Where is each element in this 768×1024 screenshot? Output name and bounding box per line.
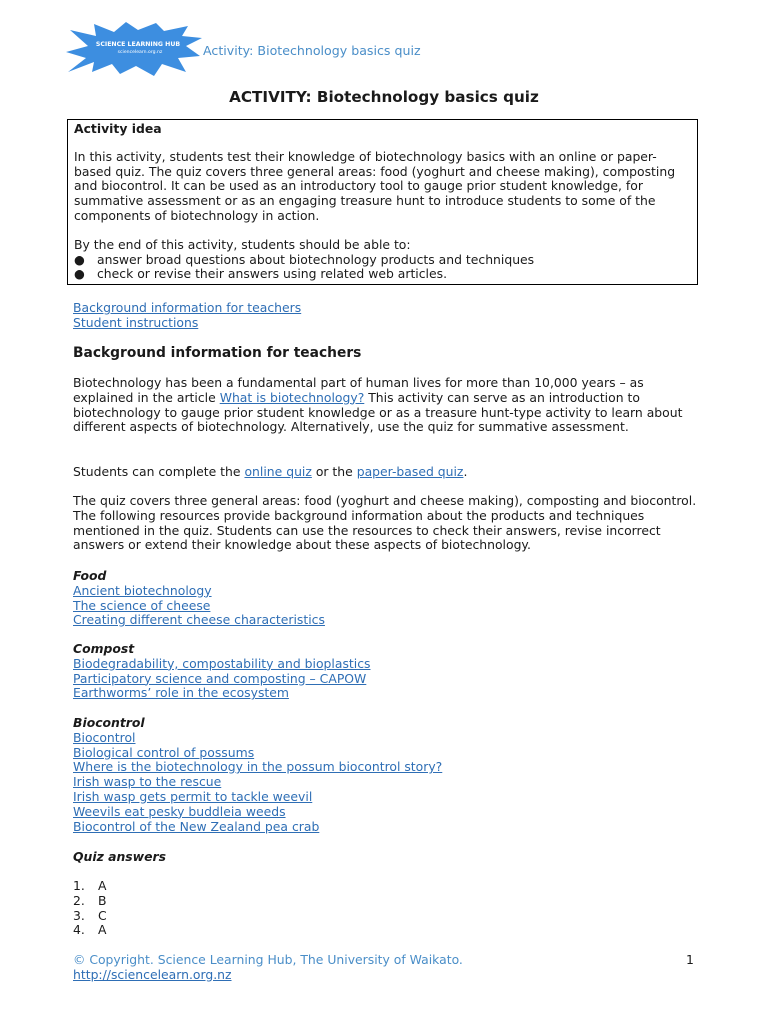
intro-text: . xyxy=(463,464,468,479)
toc-link-background[interactable]: Background information for teachers xyxy=(73,300,302,315)
intro-text: This activity can serve as an introduction to biotechnology to gauge prior student knowledge or as a treasure hunt-type activity to learn about different aspects of biotechnology. Alternatively, use the quiz for summative assessment. xyxy=(73,389,683,435)
bullet-icon: ● xyxy=(74,251,85,267)
resource-link[interactable]: Biocontrol of the New Zealand pea crab xyxy=(73,818,320,834)
bullet-text: check or revise their answers using related web articles. xyxy=(97,266,448,282)
resource-link[interactable]: Biological control of possums xyxy=(73,744,255,760)
answer-number: 3. xyxy=(73,907,85,923)
answer-item xyxy=(73,909,698,924)
learning-outcomes-intro: By the end of this activity, students should be able to: xyxy=(74,236,411,252)
toc-link-student-instructions[interactable]: Student instructions xyxy=(73,314,199,330)
compost-heading: Compost xyxy=(73,641,135,656)
resource-link[interactable]: Where is the biotechnology in the possum biocontrol story? xyxy=(73,759,443,775)
answer-number: 2. xyxy=(73,892,85,908)
bullet-icon: ● xyxy=(74,266,85,282)
paper-based-quiz-link[interactable]: paper-based quiz xyxy=(356,464,464,479)
resource-link[interactable]: Irish wasp to the rescue xyxy=(73,774,222,790)
toc-links xyxy=(73,301,698,331)
answer-item xyxy=(73,923,698,938)
answer-number: 1. xyxy=(73,878,85,893)
logo-title: SCIENCE LEARNING HUB xyxy=(95,41,181,48)
activity-idea-box xyxy=(67,119,698,285)
online-quiz-link[interactable]: online quiz xyxy=(244,464,312,479)
resource-link[interactable]: Irish wasp gets permit to tackle weevil xyxy=(73,788,313,804)
resource-link[interactable]: Ancient biotechnology xyxy=(73,582,212,598)
answer-value: B xyxy=(98,892,107,908)
intro-paragraph-3 xyxy=(73,494,698,553)
section-heading: Background information for teachers xyxy=(73,345,362,361)
header-title: Activity: Biotechnology basics quiz xyxy=(203,43,421,58)
answer-item xyxy=(73,879,698,894)
food-heading: Food xyxy=(73,568,107,583)
activity-idea-heading: Activity idea xyxy=(74,121,162,136)
document-title: ACTIVITY: Biotechnology basics quiz xyxy=(229,88,539,106)
answer-value: A xyxy=(98,922,107,938)
resource-link[interactable]: Earthworms’ role in the ecosystem xyxy=(73,685,289,701)
science-learning-hub-logo[interactable] xyxy=(64,22,204,76)
intro-paragraph-2 xyxy=(73,465,698,480)
resource-link[interactable]: Creating different cheese characteristics xyxy=(73,612,325,628)
footer xyxy=(73,952,463,982)
bullet-item xyxy=(74,253,691,268)
quiz-answers-list xyxy=(73,879,698,938)
answer-value: A xyxy=(98,878,107,893)
answer-value: C xyxy=(98,907,107,923)
answer-number: 4. xyxy=(73,922,85,938)
answer-item xyxy=(73,894,698,909)
page-number: 1 xyxy=(686,952,694,967)
resource-link[interactable]: Biodegradability, compostability and bioplastics xyxy=(73,655,371,671)
intro-text: or the xyxy=(311,464,357,479)
intro-text: The quiz covers three general areas: food (yoghurt and cheese making), composting and biocontrol. The following resources provide background information about the products and techniques mentioned in the quiz. Students can use the resources to check their answers, revise incorrect answers or extend their knowledge about these aspects of biotechnology. xyxy=(73,493,697,553)
intro-text: Students can complete the xyxy=(73,464,245,479)
resource-link[interactable]: Biocontrol xyxy=(73,729,136,745)
bullet-text: answer broad questions about biotechnology products and techniques xyxy=(97,251,535,267)
biocontrol-heading: Biocontrol xyxy=(73,715,145,730)
intro-text: Biotechnology has been a fundamental part of human lives for more than 10,000 years – as explained in the article xyxy=(73,375,644,405)
resource-link[interactable]: The science of cheese xyxy=(73,597,211,613)
quiz-answers-heading: Quiz answers xyxy=(73,849,167,864)
bullet-item xyxy=(74,267,691,282)
resource-link[interactable]: Participatory science and composting – CAPOW xyxy=(73,670,367,686)
what-is-biotechnology-link[interactable]: What is biotechnology? xyxy=(219,389,365,405)
quiz-answers-heading-block xyxy=(73,850,698,865)
resource-link[interactable]: Weevils eat pesky buddleia weeds xyxy=(73,803,286,819)
intro-paragraph-1 xyxy=(73,376,698,435)
footer-url-link[interactable]: http://sciencelearn.org.nz xyxy=(73,967,232,982)
compost-section xyxy=(73,642,698,701)
food-section xyxy=(73,569,698,628)
logo-subtitle: sciencelearn.org.nz xyxy=(117,50,163,55)
copyright-text: © Copyright. Science Learning Hub, The University of Waikato. xyxy=(73,952,463,967)
activity-idea-paragraph: In this activity, students test their knowledge of biotechnology basics with an online or paper-based quiz. The quiz covers three general areas: food (yoghurt and cheese making), composting and biocontrol. It can be used as an introductory tool to gauge prior student knowledge, for summative assessment or as an engaging treasure hunt to introduce students to some of the components of biotechnology in action. xyxy=(74,148,676,223)
biocontrol-section xyxy=(73,716,698,834)
